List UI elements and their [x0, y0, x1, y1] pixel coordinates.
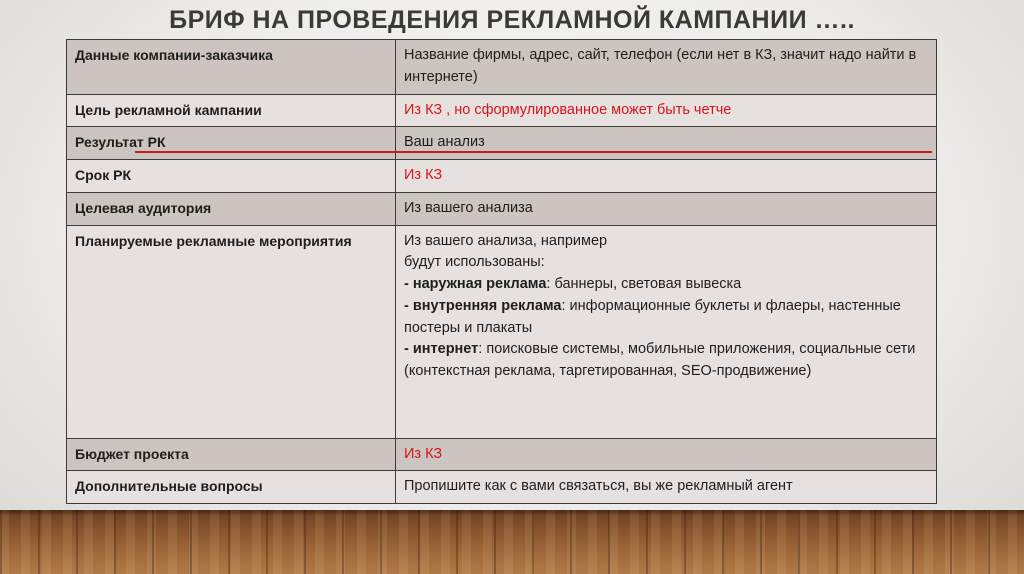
value-line: Из вашего анализа, например	[404, 232, 608, 249]
value-line: - внутренняя реклама: информационные буклеты и флаеры, настенные постеры и плакаты	[404, 297, 901, 336]
table-row	[67, 127, 937, 160]
wooden-floor-background	[0, 510, 1024, 574]
row-value: Из КЗ	[396, 438, 937, 471]
value-line: - интернет: поисковые системы, мобильные приложения, социальные сети (контекстная реклама, таргетированная, SEO-продвижение)	[404, 341, 916, 379]
red-underline-mark	[135, 151, 932, 153]
brief-table	[66, 39, 937, 504]
row-value-list	[396, 225, 937, 438]
row-value: Из вашего анализа	[396, 192, 937, 225]
table-row	[67, 225, 937, 438]
row-value: Пропишите как с вами связаться, вы же рекламный агент	[396, 471, 937, 504]
row-label: Дополнительные вопросы	[67, 471, 396, 504]
table-row	[67, 438, 937, 471]
value-line: будут использованы:	[404, 254, 545, 271]
row-label: Целевая аудитория	[67, 192, 396, 225]
slide-title: БРИФ НА ПРОВЕДЕНИЯ РЕКЛАМНОЙ КАМПАНИИ …..	[169, 6, 855, 34]
row-label: Результат РК	[67, 127, 396, 160]
row-value: Ваш анализ	[396, 127, 937, 160]
row-value: Из КЗ	[396, 160, 937, 193]
row-value: Из КЗ , но сформулированное может быть четче	[396, 94, 937, 127]
row-label: Планируемые рекламные мероприятия	[67, 225, 396, 438]
table-row	[67, 192, 937, 225]
table-row	[67, 40, 937, 95]
row-value: Название фирмы, адрес, сайт, телефон (если нет в КЗ, значит надо найти в интернете)	[396, 40, 937, 95]
table-row	[67, 471, 937, 504]
row-label: Цель рекламной кампании	[67, 94, 396, 127]
table-row	[67, 94, 937, 127]
row-label: Срок РК	[67, 160, 396, 193]
row-label: Бюджет проекта	[67, 438, 396, 471]
row-label: Данные компании-заказчика	[67, 40, 396, 95]
table-row	[67, 160, 937, 193]
value-line: - наружная реклама: баннеры, световая вывеска	[404, 276, 742, 292]
